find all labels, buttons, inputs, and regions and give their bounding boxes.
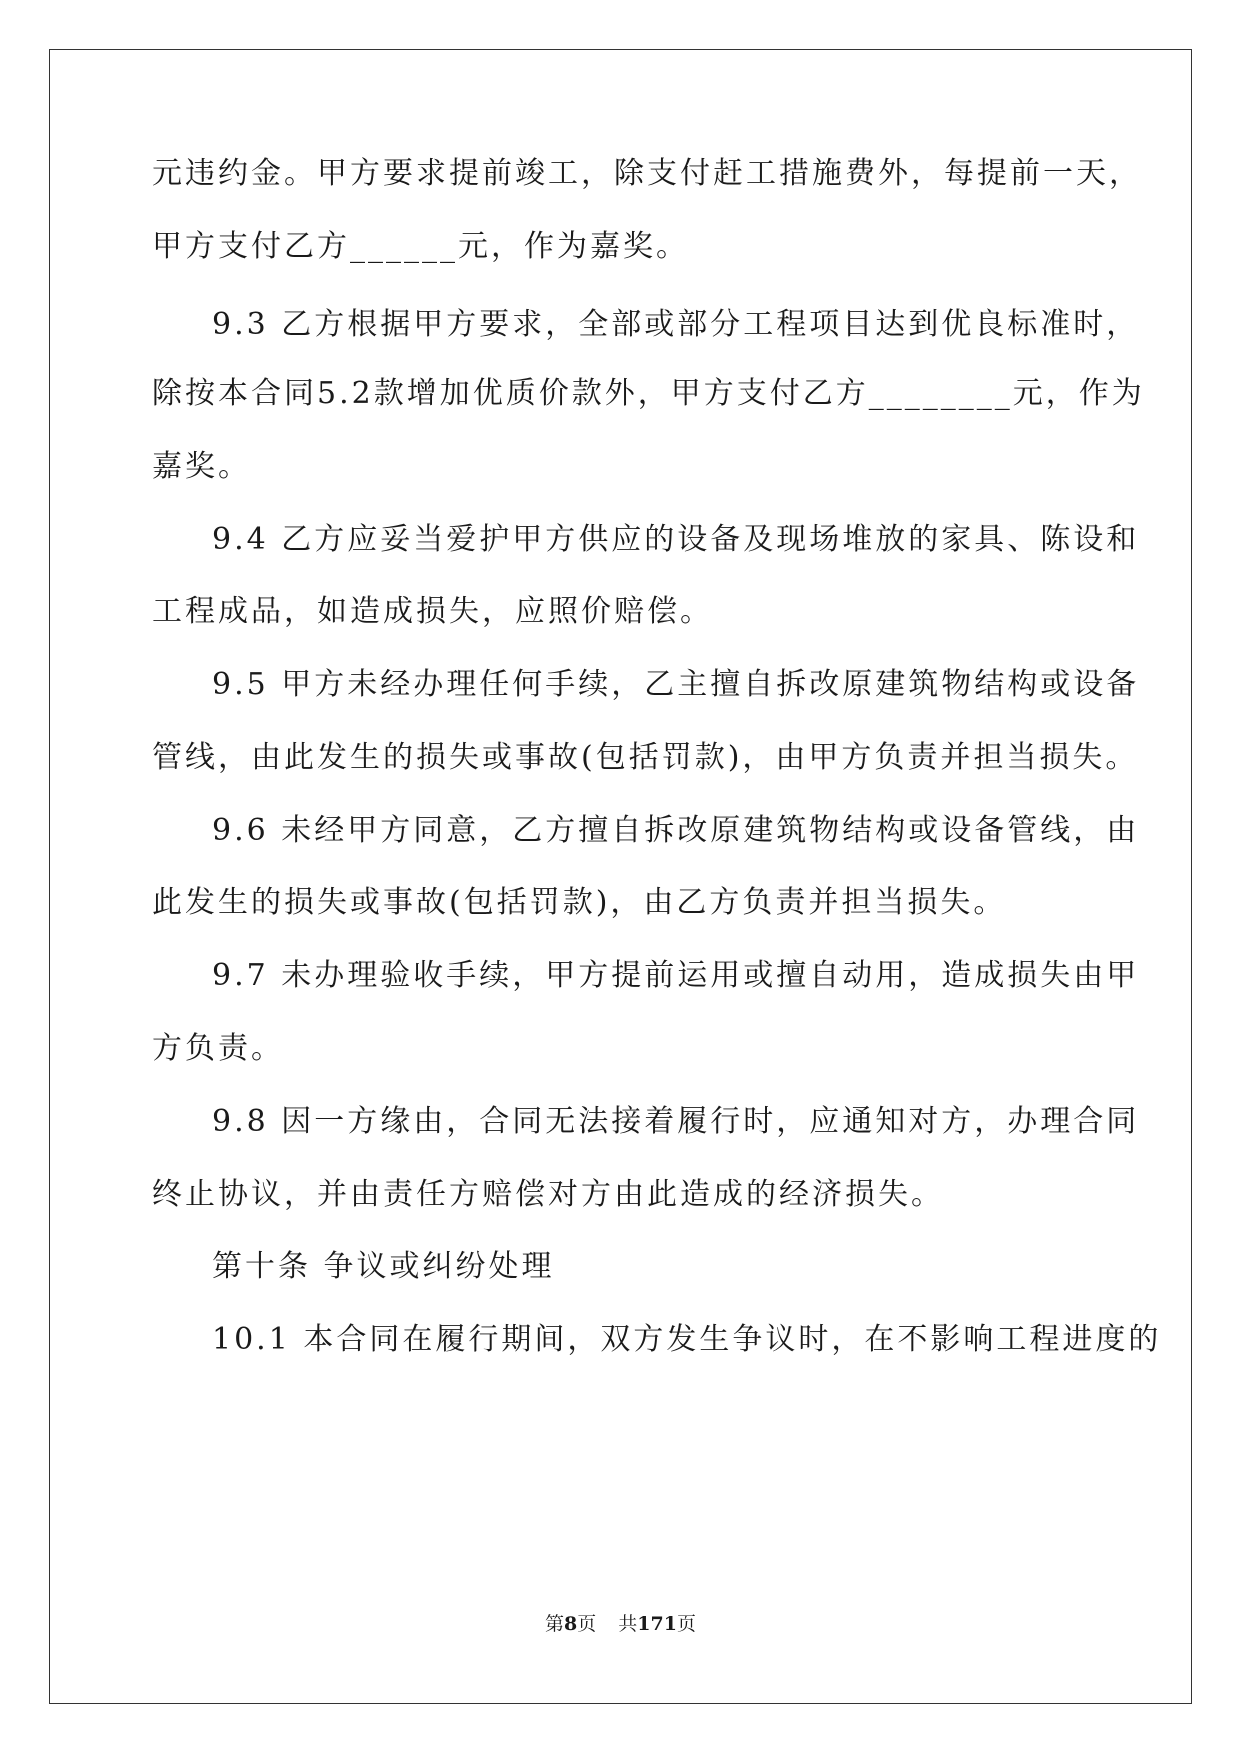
page-border <box>49 49 1192 1704</box>
total-prefix: 共 <box>618 1613 638 1635</box>
total-suffix: 页 <box>676 1613 696 1635</box>
clause-9-8-line: 9.8 因一方缘由，合同无法接着履行时，应通知对方，办理合同 <box>212 1104 1140 1139</box>
text-line: 管线，由此发生的损失或事故(包括罚款)，由甲方负责并担当损失。 <box>152 740 1139 775</box>
text-line: 此发生的损失或事故(包括罚款)，由乙方负责并担当损失。 <box>152 885 1007 920</box>
page-prefix: 第 <box>545 1613 565 1635</box>
page-suffix: 页 <box>577 1613 597 1635</box>
clause-10-1-line: 10.1 本合同在履行期间，双方发生争议时，在不影响工程进度的 <box>212 1322 1162 1357</box>
text-line: 元违约金。甲方要求提前竣工，除支付赶工措施费外，每提前一天， <box>152 156 1142 191</box>
page-footer <box>0 1612 1241 1636</box>
text-line: 工程成品，如造成损失，应照价赔偿。 <box>152 594 713 629</box>
text-line: 方负责。 <box>152 1031 284 1066</box>
text-line: 终止协议，并由责任方赔偿对方由此造成的经济损失。 <box>152 1177 944 1212</box>
text-line: 甲方支付乙方______元，作为嘉奖。 <box>152 229 689 264</box>
section-heading-article-10: 第十条 争议或纠纷处理 <box>212 1249 555 1284</box>
clause-9-3-line: 9.3 乙方根据甲方要求，全部或部分工程项目达到优良标准时， <box>212 307 1140 342</box>
clause-9-6-line: 9.6 未经甲方同意，乙方擅自拆改原建筑物结构或设备管线，由 <box>212 813 1140 848</box>
total-pages: 171 <box>637 1613 677 1635</box>
text-line: 嘉奖。 <box>152 449 251 484</box>
clause-9-5-line: 9.5 甲方未经办理任何手续，乙主擅自拆改原建筑物结构或设备 <box>212 667 1140 702</box>
page-number: 8 <box>564 1613 578 1635</box>
clause-9-4-line: 9.4 乙方应妥当爱护甲方供应的设备及现场堆放的家具、陈设和 <box>212 522 1140 557</box>
text-line: 除按本合同5.2款增加优质价款外，甲方支付乙方________元，作为 <box>152 376 1145 411</box>
clause-9-7-line: 9.7 未办理验收手续，甲方提前运用或擅自动用，造成损失由甲 <box>212 958 1140 993</box>
